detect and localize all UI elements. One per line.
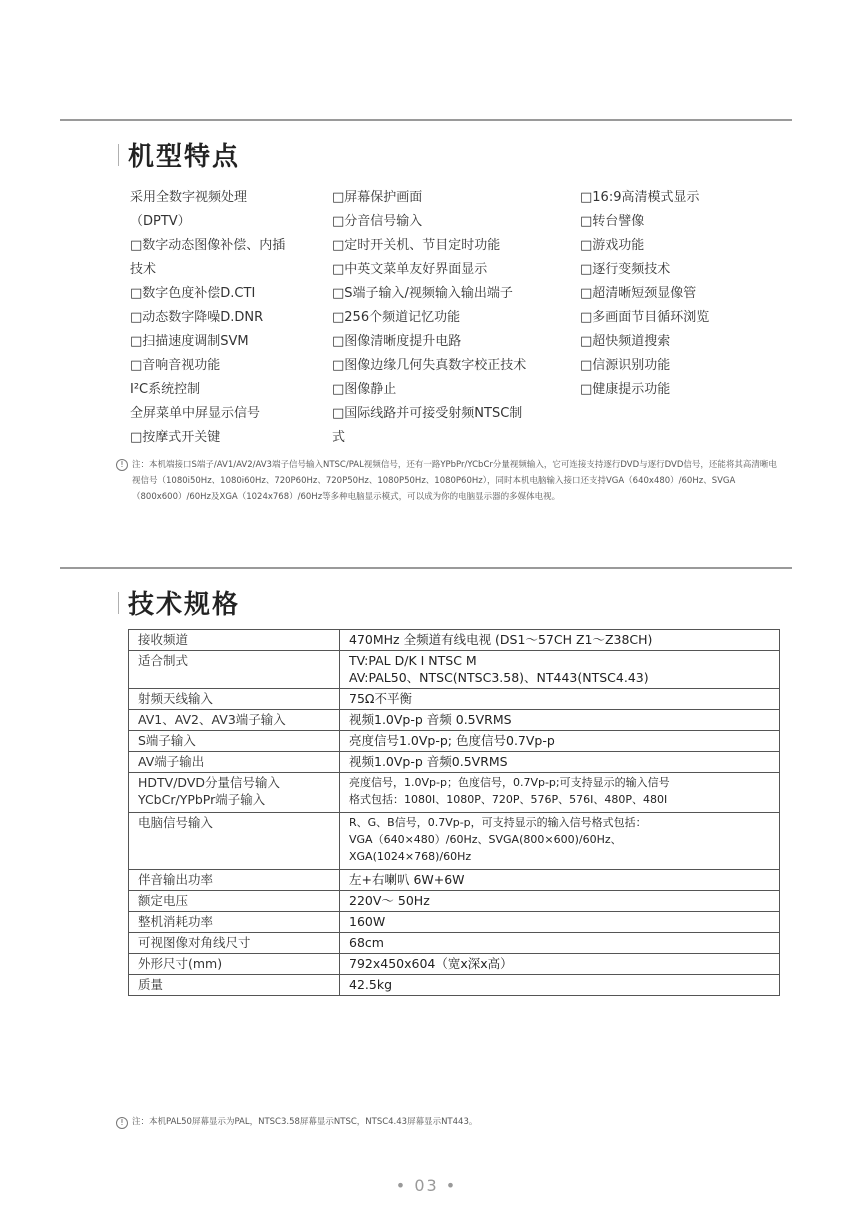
features-column-1 [130, 186, 320, 450]
table-row [129, 954, 780, 975]
note-bulb-icon: ! [116, 459, 128, 471]
spec-key [129, 630, 340, 651]
feature-item: □按摩式开关键 [130, 430, 221, 445]
spec-key [129, 912, 340, 933]
spec-key-line: 射频天线输入 [138, 691, 214, 706]
feature-item: □数字动态图像补偿、内插 [130, 238, 286, 253]
mid-rule [60, 567, 792, 569]
feature-item: □图像静止 [332, 382, 397, 397]
spec-value-line: 亮度信号1.0Vp-p; 色度信号0.7Vp-p [349, 733, 555, 748]
feature-item: 式 [332, 430, 346, 445]
table-row [129, 630, 780, 651]
table-row [129, 752, 780, 773]
feature-item: □游戏功能 [580, 238, 645, 253]
table-row [129, 912, 780, 933]
feature-item: □国际线路并可接受射频NTSC制 [332, 406, 523, 421]
spec-value [340, 813, 780, 870]
spec-key [129, 870, 340, 891]
spec-value [340, 870, 780, 891]
spec-value-line: 亮度信号，1.0Vp-p；色度信号，0.7Vp-p;可支持显示的输入信号 [349, 776, 670, 789]
spec-key [129, 933, 340, 954]
feature-item: □超清晰短颈显像管 [580, 286, 697, 301]
specs-note: 注：本机PAL50屏幕显示为PAL，NTSC3.58屏幕显示NTSC，NTSC4.43屏幕显示NT443。 [132, 1117, 478, 1127]
spec-key-line: 整机消耗功率 [138, 914, 214, 929]
spec-value-line: XGA(1024×768)/60Hz [349, 850, 472, 863]
features-column-2 [332, 186, 572, 450]
feature-item: （DPTV） [130, 214, 191, 229]
table-row [129, 975, 780, 996]
feature-item: □图像边缘几何失真数字校正技术 [332, 358, 527, 373]
table-row [129, 773, 780, 813]
top-rule [60, 119, 792, 121]
features-title-bar [118, 144, 119, 166]
feature-item: □逐行变频技术 [580, 262, 671, 277]
spec-value-line: TV:PAL D/K I NTSC M [349, 653, 477, 668]
feature-item: I²C系统控制 [130, 382, 201, 397]
spec-value [340, 689, 780, 710]
note-bulb-icon-2: ! [116, 1117, 128, 1129]
feature-item: □扫描速度调制SVM [130, 334, 249, 349]
feature-item: 技术 [130, 262, 157, 277]
table-row [129, 710, 780, 731]
spec-key-line: YCbCr/YPbPr端子输入 [138, 792, 266, 807]
spec-key [129, 954, 340, 975]
spec-key-line: S端子输入 [138, 733, 196, 748]
spec-value-line: 42.5kg [349, 977, 393, 992]
spec-value [340, 891, 780, 912]
spec-key [129, 710, 340, 731]
spec-key-line: 可视图像对角线尺寸 [138, 935, 251, 950]
spec-value-line: R、G、B信号，0.7Vp-p，可支持显示的输入信号格式包括： [349, 816, 647, 829]
feature-item: □S端子输入/视频输入输出端子 [332, 286, 513, 301]
table-row [129, 651, 780, 689]
spec-value-line: 左+右喇叭 6W+6W [349, 872, 465, 887]
spec-key [129, 773, 340, 813]
feature-item: 全屏菜单中屏显示信号 [130, 406, 261, 421]
feature-item: □动态数字降噪D.DNR [130, 310, 264, 325]
feature-item: □多画面节目循环浏览 [580, 310, 710, 325]
spec-key-line: 接收频道 [138, 632, 189, 647]
spec-key [129, 689, 340, 710]
spec-value-line: 视频1.0Vp-p 音频 0.5VRMS [349, 712, 512, 727]
spec-value-line: 格式包括：1080I、1080P、720P、576P、576I、480P、480I [349, 793, 668, 806]
spec-value-line: 792x450x604（宽x深x高） [349, 956, 513, 971]
spec-value [340, 630, 780, 651]
feature-item: □16:9高清模式显示 [580, 190, 700, 205]
feature-item: 采用全数字视频处理 [130, 190, 248, 205]
spec-value [340, 710, 780, 731]
spec-key-line: HDTV/DVD分量信号输入 [138, 775, 281, 790]
feature-item: □音响音视功能 [130, 358, 221, 373]
table-row [129, 813, 780, 870]
spec-value-line: 68cm [349, 935, 384, 950]
feature-item: □信源识别功能 [580, 358, 671, 373]
spec-value [340, 933, 780, 954]
spec-key [129, 975, 340, 996]
features-note: 注：本机端接口S端子/AV1/AV2/AV3端子信号输入NTSC/PAL视频信号，还有一路YPbPr/YCbCr分量视频输入，它可连接支持逐行DVD与逐行DVD信号，还能将其高清晰电视信号（1080i50Hz、1080i60Hz、720P60Hz、720P50Hz、1080P50Hz、1080P60Hz），同时本机电脑输入接口还支持VGA（640x480）/60Hz、SVGA（800x600）/60Hz及XGA（1024x768）/60Hz等多种电脑显示模式，可以成为你的电脑显示器的多媒体电视。 [132, 460, 777, 502]
spec-value [340, 912, 780, 933]
feature-item: □256个频道记忆功能 [332, 310, 461, 325]
table-row [129, 933, 780, 954]
feature-item: □定时开关机、节目定时功能 [332, 238, 501, 253]
feature-item: □数字色度补偿D.CTI [130, 286, 256, 301]
spec-key [129, 813, 340, 870]
spec-key-line: 质量 [138, 977, 164, 992]
feature-item: □转台譬像 [580, 214, 645, 229]
spec-key-line: 额定电压 [138, 893, 189, 908]
spec-value [340, 752, 780, 773]
page-number: • 03 • [395, 1176, 458, 1195]
spec-value-line: AV:PAL50、NTSC(NTSC3.58)、NT443(NTSC4.43) [349, 670, 649, 685]
spec-value-line: 75Ω不平衡 [349, 691, 412, 706]
spec-key-line: 电脑信号输入 [138, 815, 214, 830]
specs-title-bar [118, 592, 119, 614]
spec-value [340, 651, 780, 689]
table-row [129, 689, 780, 710]
spec-key [129, 752, 340, 773]
table-row [129, 891, 780, 912]
spec-value [340, 954, 780, 975]
spec-key [129, 651, 340, 689]
spec-table [128, 629, 780, 996]
spec-value-line: 视频1.0Vp-p 音频0.5VRMS [349, 754, 508, 769]
spec-key-line: AV1、AV2、AV3端子输入 [138, 712, 286, 727]
spec-key [129, 731, 340, 752]
spec-value-line: VGA（640×480）/60Hz、SVGA(800×600)/60Hz、 [349, 833, 622, 846]
spec-value [340, 731, 780, 752]
spec-value [340, 773, 780, 813]
feature-item: □图像清晰度提升电路 [332, 334, 462, 349]
spec-value-line: 470MHz 全频道有线电视 (DS1～57CH Z1～Z38CH) [349, 632, 653, 647]
spec-value [340, 975, 780, 996]
feature-item: □分音信号输入 [332, 214, 423, 229]
spec-value-line: 220V～ 50Hz [349, 893, 430, 908]
spec-value-line: 160W [349, 914, 386, 929]
features-column-3 [580, 186, 780, 402]
specs-title: 技术规格 [128, 590, 241, 620]
feature-item: □健康提示功能 [580, 382, 671, 397]
table-row [129, 870, 780, 891]
features-title: 机型特点 [128, 142, 241, 172]
spec-key [129, 891, 340, 912]
feature-item: □超快频道搜索 [580, 334, 671, 349]
table-row [129, 731, 780, 752]
spec-key-line: 外形尺寸(mm) [138, 956, 223, 971]
spec-key-line: 伴音输出功率 [138, 872, 214, 887]
feature-item: □屏幕保护画面 [332, 190, 423, 205]
spec-key-line: 适合制式 [138, 653, 189, 668]
spec-key-line: AV端子输出 [138, 754, 205, 769]
feature-item: □中英文菜单友好界面显示 [332, 262, 488, 277]
